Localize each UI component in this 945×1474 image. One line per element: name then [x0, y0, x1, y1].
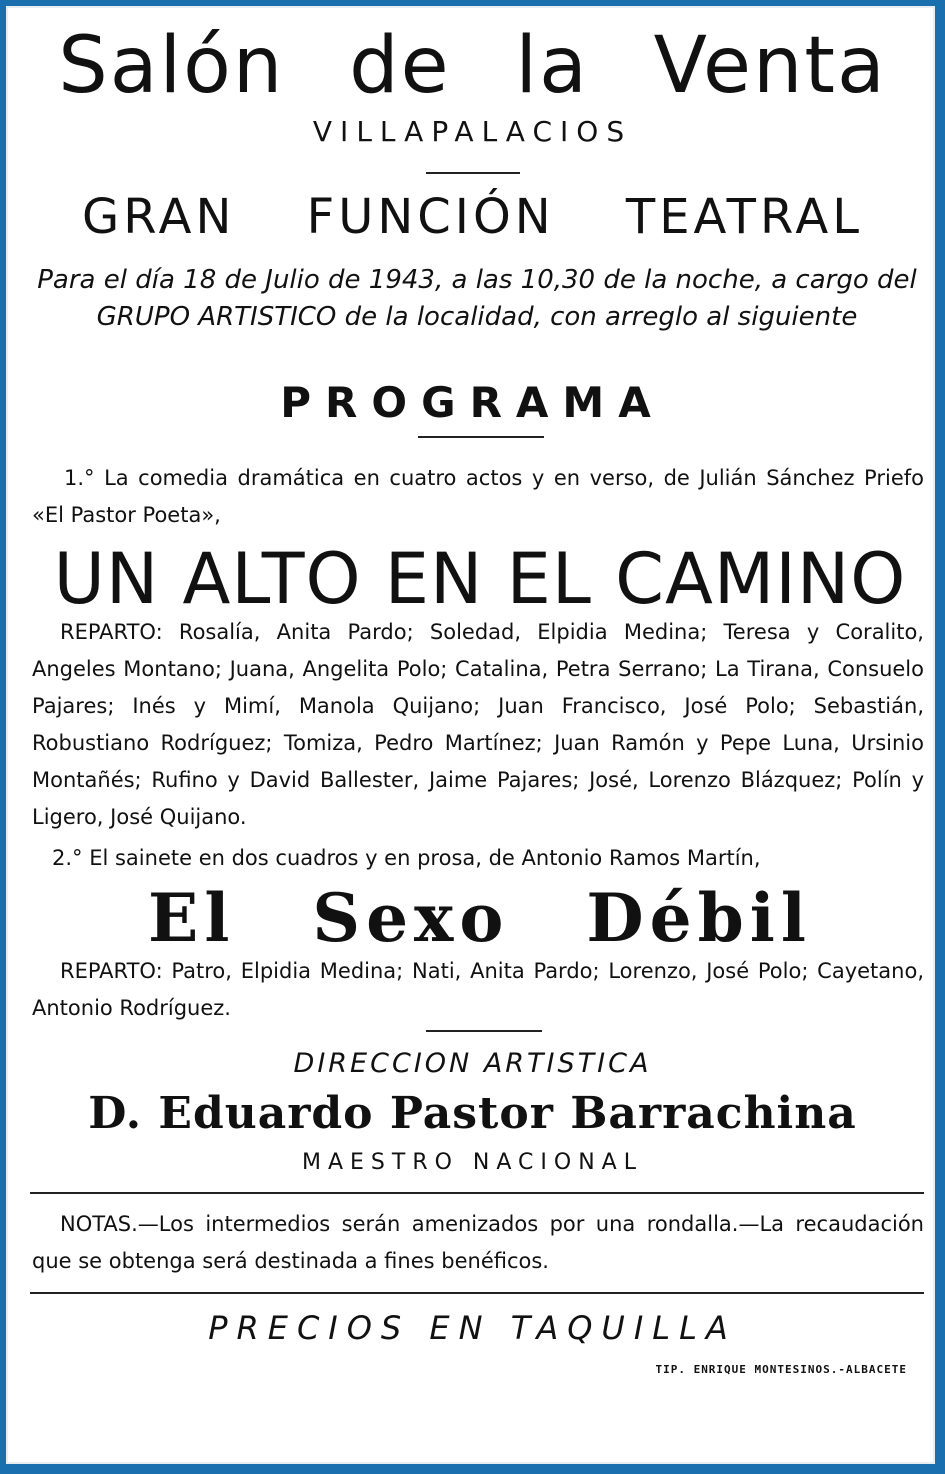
poster-frame	[6, 6, 935, 1464]
item-2-description: 2.° El sainete en dos cuadros y en prosa, de Antonio Ramos Martín,	[52, 846, 761, 870]
headline: GRAN FUNCIÓN TEATRAL	[82, 189, 863, 245]
divider-rule	[418, 436, 544, 438]
direction-heading: DIRECCION ARTISTICA	[293, 1048, 652, 1079]
town-name: VILLAPALACIOS	[312, 115, 633, 148]
notes: NOTAS.—Los intermedios serán amenizados por una rondalla.—La recaudación que se obtenga será destinada a fines benéficos.	[32, 1212, 924, 1273]
theatre-poster	[8, 8, 937, 1466]
divider-rule	[30, 1192, 924, 1194]
director-title: MAESTRO NACIONAL	[302, 1150, 643, 1175]
play-1-cast: REPARTO: Rosalía, Anita Pardo; Soledad, Elpidia Medina; Teresa y Coralito, Angeles Montano; Juana, Angelita Polo; Catalina, Petra Serrano; La Tirana, Consuelo Pajares; Inés y Mimí, Manola Quijano; Juan Francisco, José Polo; Sebastián, Robustiano Rodríguez; Tomiza, Pedro Martínez; Juan Ramón y Pepe Luna, Ursinio Montañés; Rufino y David Ballester, Jaime Pajares; José, Lorenzo Blázquez; Polín y Ligero, José Quijano.	[32, 620, 924, 829]
event-intro: Para el día 18 de Julio de 1943, a las 10,30 de la noche, a cargo del GRUPO ARTISTICO de la localidad, con arreglo al siguiente	[37, 265, 917, 332]
prices-note: PRECIOS EN TAQUILLA	[208, 1309, 737, 1347]
venue-title: Salón de la Venta	[58, 21, 887, 111]
play-2-cast: REPARTO: Patro, Elpidia Medina; Nati, Anita Pardo; Lorenzo, José Polo; Cayetano, Antonio Rodríguez.	[32, 959, 924, 1020]
divider-rule	[426, 172, 520, 174]
printer-credit: TIP. ENRIQUE MONTESINOS.-ALBACETE	[655, 1363, 907, 1376]
item-1-description: 1.° La comedia dramática en cuatro actos y en verso, de Julián Sánchez Priefo «El Pastor Poeta»,	[32, 466, 924, 527]
divider-rule	[30, 1292, 924, 1294]
director-name: D. Eduardo Pastor Barrachina	[88, 1088, 857, 1139]
play-1-title: UN ALTO EN EL CAMINO	[53, 538, 907, 620]
programa-heading: PROGRAMA	[280, 378, 665, 427]
divider-rule	[426, 1030, 542, 1032]
play-2-title: El Sexo Débil	[148, 879, 812, 957]
